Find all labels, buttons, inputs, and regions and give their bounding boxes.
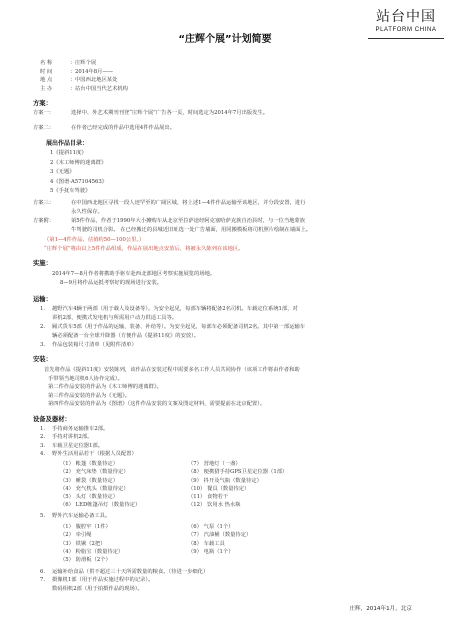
transport-item-3: 3. 作品包装箱尺寸清单（见附件清单）	[40, 342, 137, 348]
tool-item: （6） 气泵（1个）	[188, 524, 234, 530]
equipment-item-5: 5. 野外汽车运输必备工具。	[40, 513, 111, 519]
tools-list-right	[188, 523, 251, 556]
implementation-line: 8—9月将作品运抵考察好的现场进行安装。	[60, 280, 163, 286]
logo-english: PLATFORM CHINA	[375, 27, 437, 33]
implementation-heading: 实施：	[33, 260, 52, 267]
works-list	[50, 149, 107, 197]
install-lines	[44, 366, 300, 409]
camp-item: （5） 头灯（数量待定）	[60, 494, 119, 501]
works-item: 3《无题》	[50, 169, 75, 176]
works-item: 1《提斜11度》	[50, 150, 87, 156]
tool-item: （5） 防滑板（2个）	[60, 557, 111, 564]
tool-item: （8） 车载工具	[188, 540, 225, 547]
plan-two: 方案二： 在作者已经完成的作品中选用4件作品展出。	[33, 125, 176, 131]
document-footer: 庄辉，2014年1月，北京	[349, 606, 412, 612]
camp-item: （11） 食物若干	[188, 494, 229, 501]
tool-item: （2） 牵引绳	[60, 532, 92, 539]
works-item: 2《木工师傅的迷离群》	[50, 159, 107, 166]
tool-item: （9） 电瓶（1个）	[188, 548, 234, 555]
meta-block	[40, 59, 128, 93]
camp-item: （3） 睡袋（数量待定）	[60, 477, 119, 484]
install-line: 首先将作品《提斜11度》安装陈列，该作品在安装过程中需要多名工作人员共同协作（该项工作将由作者和助	[44, 367, 300, 373]
camp-item: （4） 充气枕头（数量待定）	[60, 485, 129, 492]
camp-item: （8） 便携猎手持GPS卫星定位器（1部）	[188, 469, 288, 476]
tools-list-left	[60, 523, 123, 564]
meta-row-place: 地 点 ：中国西北地区某处	[40, 77, 118, 84]
camp-item: （1） 帐篷（数量待定）	[60, 461, 119, 467]
plan-heading: 方案：	[33, 100, 52, 107]
works-heading: 展出作品目录：	[46, 140, 89, 147]
transport-item-1: 1. 越野汽车4辆于两部（用于载人及设备等）。为安全起见，每部车辆将配备2名司机。车载定位系统1部，对 讲机2部，便携式发电机与所需用户动力供适工具等。	[40, 306, 298, 321]
tool-item: （4） 粉脂宝（数量待定）	[60, 548, 124, 555]
implementation-line: 2014年7—8月作者将携助手驱车赴西北部地区考察实施展览的场地。	[52, 271, 216, 277]
equipment-heading: 设备及器材：	[33, 416, 71, 423]
tool-item: （7） 汽油桶（数量待定）	[188, 532, 252, 539]
install-line: 第四件作品安装的作品为《图谱》（这件作品安装的文案及图定材料，需要提前在北京配置）。	[48, 401, 266, 408]
logo-chinese: 站台中国	[376, 9, 436, 25]
camp-item: （6） LED帐篷吊灯（数量待定）	[60, 502, 141, 509]
equipment-list-tail: 6. 运输补给食品（供不超过三十天所需数量的粮食。（待进一步细化） 7. 摄像机1部（用于作品实施过程中的记录）。 数码相机2部（用于拍摄作品的现场）。	[40, 569, 209, 592]
works-item: 5《手抚车驾驶》	[50, 188, 91, 195]
red-note-estimate: （第1—4件作品，估值约50—100公里。）	[44, 237, 145, 243]
document-title: “庄辉个展”计划简要	[178, 34, 272, 45]
plan-one: 方案一： 选择中、外艺术期刊刊登“庄辉个展”广告各一页，时间选定为2014年7月出版发生。	[33, 110, 269, 116]
red-note-permanent: “庄辉个展”将由以上5件作品组成，作品在展出地点安放后，将被永久陈列在该地区。	[44, 246, 244, 252]
meta-row-time: 时 间 ：2014年8月——	[40, 68, 114, 75]
camp-item: （9） 抖开及气瓶（数量待定）	[188, 477, 262, 484]
camp-list-right	[188, 460, 287, 510]
camp-item: （2） 充气床垫（数量待定）	[60, 469, 129, 476]
transport-heading: 运输：	[33, 296, 52, 303]
tool-item: （3） 铁锹（2把）	[60, 540, 106, 547]
meta-row-host: 主 办 ：站台中国当代艺术机构	[40, 85, 128, 92]
install-line: 第三件作品安装的作品为《无题》。	[48, 392, 131, 399]
camp-item: （7） 营地灯（一盏）	[188, 461, 241, 467]
equipment-list-top: 1. 手持商务运输推车2部。 2. 手持对讲机2部。 3. 车载卫星定位器1部。 4. 野外生活用品若干（根据人员配置）	[40, 426, 137, 457]
works-item: 4《图谱·A57104563》	[50, 178, 108, 185]
install-line: 第二件作品安装的作品为《木工师傅的迷离群》。	[48, 384, 162, 391]
camp-item: （12） 饮用水 热水瓶	[188, 502, 241, 509]
camp-list-left	[60, 460, 140, 510]
install-line: 手带领当地司机6人协作完成）。	[48, 375, 123, 382]
plan-three: 方案三： 在中国西北地区寻找一段人迹罕至的广阔区域，将上述1—4件作品运输至该地区，并分段安置，进行 永久性保存。	[33, 200, 306, 215]
transport-item-2: 2. 厢式货车5部（用于作品的运输，装备、补给等）。为安全起见，每部车必须配备司机2名。其中第一部运输车 辆必须配备一台全球升降器（方便作品《提斜11度》的安放）。	[40, 324, 306, 339]
tool-item: （1） 腹腔牢（1件）	[60, 524, 111, 530]
plan-note: 方案附： 第5件作品，作者于1990年大小摊购车从北京至拉萨途经阿克塞哈萨克族自治县时，与一位当地蒙族 牛驾驶的司机合影。 在已经搬迁的县城近旧址选一处广告墙面，用同搬模板将司机照片绘制在墙面上。	[33, 218, 312, 233]
meta-row-name: 名 称 ：庄辉个展	[40, 60, 97, 66]
install-heading: 安装：	[33, 356, 52, 363]
camp-item: （10） 餐具（数量待定）	[188, 485, 250, 492]
